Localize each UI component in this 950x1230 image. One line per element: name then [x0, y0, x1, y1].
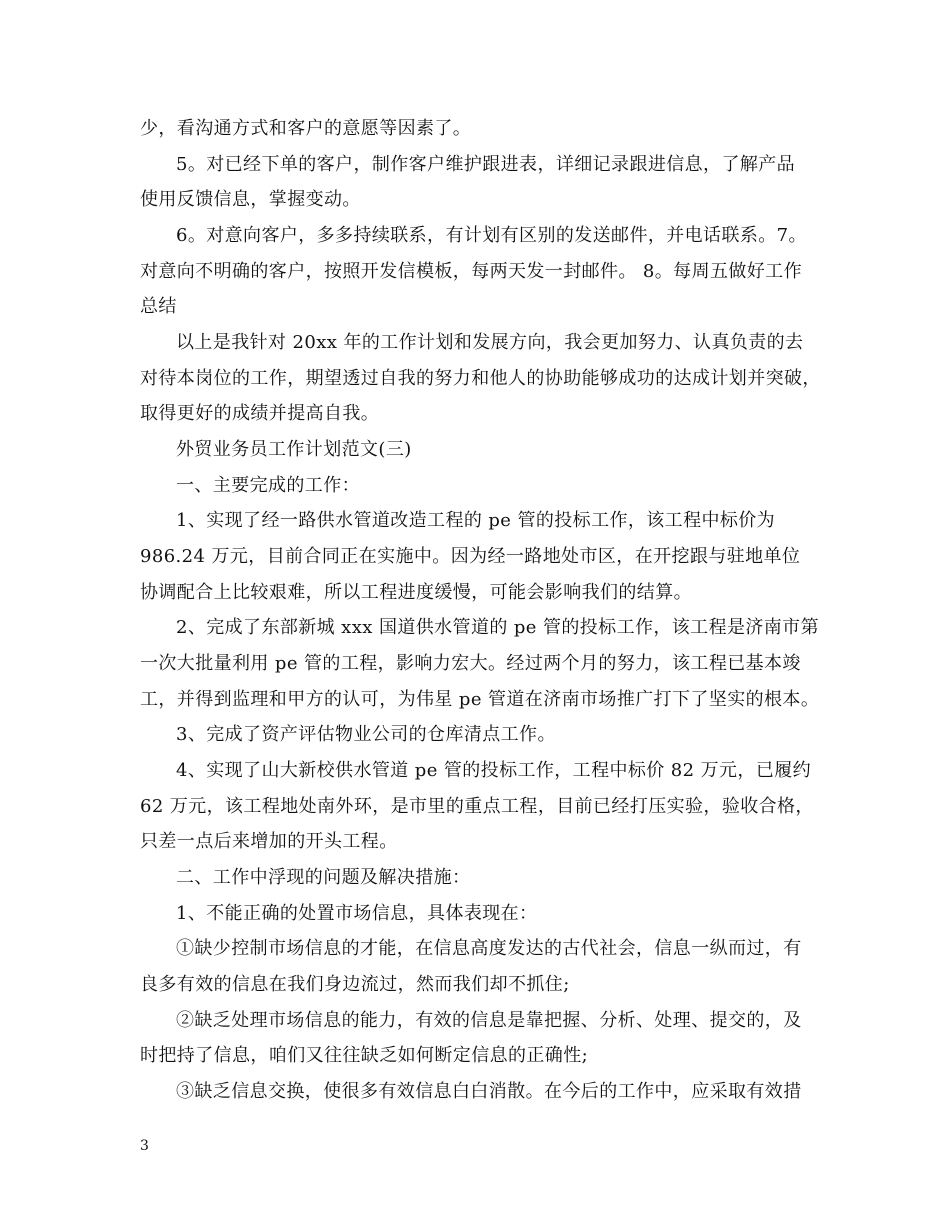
- paragraph-line: 一次大批量利用 pe 管的工程，影响力宏大。经过两个月的努力，该工程已基本竣: [140, 653, 801, 674]
- paragraph-line: 只差一点后来增加的开头工程。: [140, 831, 398, 852]
- paragraph-line: 工，并得到监理和甲方的认可，为伟星 pe 管道在济南市场推广打下了坚实的根本。: [140, 689, 820, 710]
- paragraph-line: 协调配合上比较艰难，所以工程进度缓慢，可能会影响我们的结算。: [140, 582, 692, 603]
- section-heading: 二、工作中浮现的问题及解决措施：: [176, 867, 471, 888]
- paragraph-line: 2、完成了东部新城 xxx 国道供水管道的 pe 管的投标工作，该工程是济南市第: [176, 617, 819, 638]
- section-heading: 一、主要完成的工作：: [176, 475, 360, 496]
- paragraph-line: 对待本岗位的工作，期望透过自我的努力和他人的协助能够成功的达成计划并突破，: [140, 368, 821, 389]
- paragraph-line: 1、不能正确的处置市场信息，具体表现在：: [176, 903, 538, 924]
- paragraph-line: 4、实现了山大新校供水管道 pe 管的投标工作，工程中标价 82 万元，已履约: [176, 760, 812, 781]
- paragraph-line: 使用反馈信息，掌握变动。: [140, 189, 361, 210]
- section-heading: 外贸业务员工作计划范文(三): [176, 439, 412, 460]
- paragraph-line: 对意向不明确的客户，按照开发信模板，每两天发一封邮件。 8。每周五做好工作: [140, 261, 802, 282]
- paragraph-line: 少，看沟通方式和客户的意愿等因素了。: [140, 118, 472, 139]
- paragraph-line: 62 万元，该工程地处南外环，是市里的重点工程，目前已经打压实验，验收合格，: [140, 796, 814, 817]
- paragraph-line: 986.24 万元，目前合同正在实施中。因为经一路地处市区，在开挖跟与驻地单位: [140, 546, 801, 567]
- paragraph-line: 5。对已经下单的客户，制作客户维护跟进表，详细记录跟进信息，了解产品: [176, 154, 796, 175]
- paragraph-line: 时把持了信息，咱们又往往缺乏如何断定信息的正确性;: [140, 1045, 589, 1066]
- paragraph-line: ②缺乏处理市场信息的能力，有效的信息是靠把握、分析、处理、提交的，及: [176, 1010, 802, 1031]
- paragraph-line: 良多有效的信息在我们身边流过，然而我们却不抓住;: [140, 974, 570, 995]
- paragraph-line: ①缺少控制市场信息的才能，在信息高度发达的古代社会，信息一纵而过，有: [176, 938, 802, 959]
- page-number: 3: [140, 1138, 149, 1154]
- paragraph-line: 6。对意向客户，多多持续联系，有计划有区别的发送邮件，并电话联系。7。: [176, 225, 807, 246]
- paragraph-line: 取得更好的成绩并提高自我。: [140, 403, 380, 424]
- paragraph-line: 总结: [140, 296, 177, 317]
- paragraph-line: ③缺乏信息交换，使很多有效信息白白消散。在今后的工作中，应采取有效措: [176, 1081, 802, 1102]
- paragraph-line: 3、完成了资产评估物业公司的仓库清点工作。: [176, 724, 556, 745]
- paragraph-line: 1、实现了经一路供水管道改造工程的 pe 管的投标工作，该工程中标价为: [176, 510, 776, 531]
- paragraph-line: 以上是我针对 20xx 年的工作计划和发展方向，我会更加努力、认真负责的去: [176, 332, 804, 353]
